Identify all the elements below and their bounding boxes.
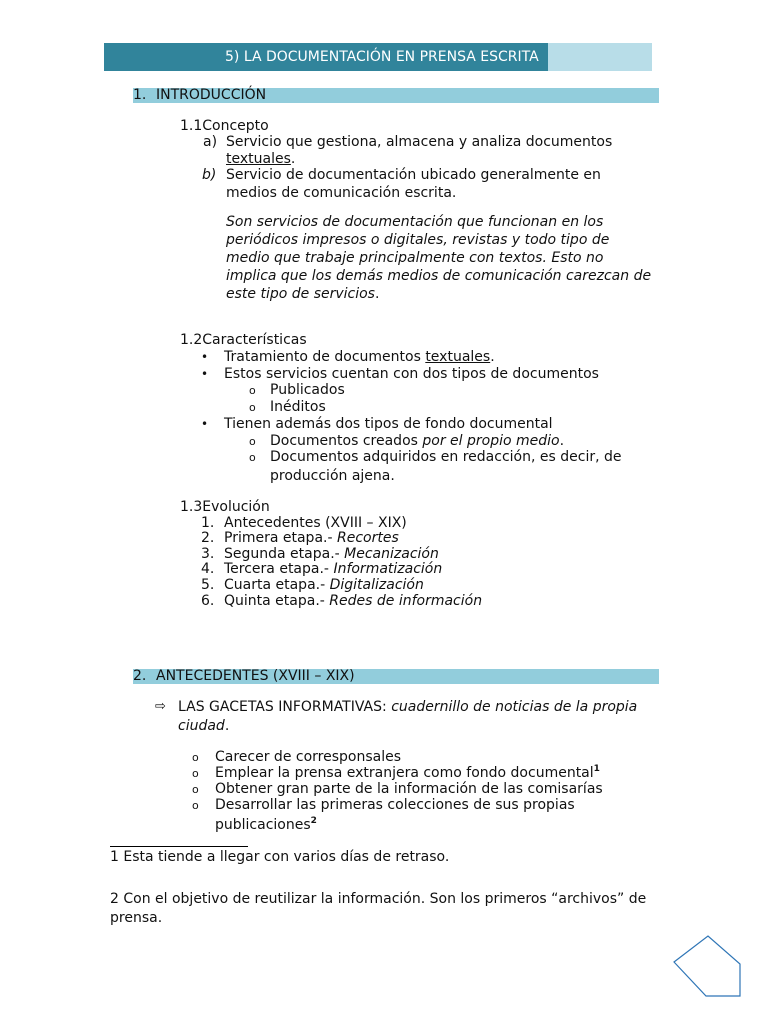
arrow-right-icon: ⇨ — [155, 699, 166, 714]
list-marker-b: b) — [202, 167, 217, 183]
caracteristicas-subitem: Documentos adquiridos en redacción, es decir, de — [270, 449, 622, 465]
antecedentes-item: Emplear la prensa extranjera como fondo documental$^1$ — [215, 764, 600, 781]
gacetas-line1: LAS GACETAS INFORMATIVAS: cuadernillo de noticias de la propia — [178, 699, 638, 715]
ring-bullet-icon: o — [192, 751, 199, 764]
concepto-b-line1: Servicio de documentación ubicado generalmente en — [226, 167, 601, 183]
evolucion-num: 2. — [201, 530, 215, 546]
ring-bullet-icon: o — [192, 799, 199, 812]
section-2-title: ANTECEDENTES (XVIII – XIX) — [156, 668, 355, 684]
title-bar-accent — [104, 43, 548, 71]
caracteristicas-item-1: Tratamiento de documentos textuales. — [224, 349, 495, 365]
caracteristicas-subitem: Documentos creados por el propio medio. — [270, 433, 565, 449]
caracteristicas-subitem: Publicados — [270, 382, 345, 398]
evolucion-item: Tercera etapa.- Informatización — [224, 561, 443, 577]
caracteristicas-subitem-cont: producción ajena. — [270, 468, 395, 484]
antecedentes-item-cont: publicaciones$^2$ — [215, 816, 317, 833]
footnote-separator — [110, 846, 248, 847]
section-1-number: 1. — [133, 87, 147, 103]
concepto-b-line2: medios de comunicación escrita. — [226, 185, 457, 201]
section-1-heading — [133, 88, 659, 103]
caracteristicas-subitem: Inéditos — [270, 399, 326, 415]
footnote-ref: 1 — [593, 764, 600, 774]
ring-bullet-icon: o — [192, 767, 199, 780]
concepto-para-line: Son servicios de documentación que funcionan en los — [226, 214, 604, 230]
concepto-label: 1.1Concepto — [180, 118, 269, 134]
ring-bullet-icon: o — [249, 451, 256, 464]
ring-bullet-icon: o — [249, 401, 256, 414]
bullet-icon: • — [201, 417, 209, 431]
concepto-a-line2: textuales. — [226, 151, 296, 167]
gacetas-line2: ciudad. — [178, 718, 230, 734]
concepto-para-line: implica que los demás medios de comunicación carezcan de — [226, 268, 652, 284]
concepto-para-line: medio que trabaje principalmente con textos. Esto no — [226, 250, 604, 266]
evolucion-num: 6. — [201, 593, 215, 609]
caracteristicas-item-2: Estos servicios cuentan con dos tipos de documentos — [224, 366, 599, 382]
title-bar — [104, 43, 652, 71]
section-2-heading — [133, 669, 659, 684]
section-2-number: 2. — [133, 668, 147, 684]
ring-bullet-icon: o — [192, 783, 199, 796]
caracteristicas-label: 1.2Características — [180, 332, 307, 348]
concepto-a-line1: Servicio que gestiona, almacena y analiza documentos — [226, 134, 613, 150]
evolucion-num: 1. — [201, 515, 215, 531]
evolucion-item: Primera etapa.- Recortes — [224, 530, 399, 546]
footnote-ref: 2 — [310, 816, 317, 826]
concepto-para-line: este tipo de servicios. — [226, 286, 380, 302]
ring-bullet-icon: o — [249, 435, 256, 448]
concepto-para-line: periódicos impresos o digitales, revistas y todo tipo de — [226, 232, 610, 248]
antecedentes-item: Carecer de corresponsales — [215, 749, 402, 765]
antecedentes-item: Obtener gran parte de la información de las comisarías — [215, 781, 603, 797]
bullet-icon: • — [201, 350, 209, 364]
bullet-icon: • — [201, 367, 209, 381]
ring-bullet-icon: o — [249, 384, 256, 397]
page-corner-decoration — [670, 932, 760, 1002]
footnote-1: 1 Esta tiende a llegar con varios días de retraso. — [110, 849, 450, 865]
evolucion-label: 1.3Evolución — [180, 499, 270, 515]
evolucion-num: 5. — [201, 577, 215, 593]
evolucion-item: Antecedentes (XVIII – XIX) — [224, 515, 407, 531]
evolucion-num: 3. — [201, 546, 215, 562]
caracteristicas-item-3: Tienen además dos tipos de fondo documental — [224, 416, 553, 432]
evolucion-item: Segunda etapa.- Mecanización — [224, 546, 439, 562]
evolucion-num: 4. — [201, 561, 215, 577]
section-1-title: INTRODUCCIÓN — [156, 87, 267, 103]
page-title: 5) LA DOCUMENTACIÓN EN PRENSA ESCRITA — [225, 49, 539, 65]
list-marker-a: a) — [203, 134, 218, 150]
footnote-2-line1: 2 Con el objetivo de reutilizar la información. Son los primeros “archivos” de — [110, 891, 647, 907]
evolucion-item: Quinta etapa.- Redes de información — [224, 593, 483, 609]
footnote-2-line2: prensa. — [110, 910, 163, 926]
evolucion-item: Cuarta etapa.- Digitalización — [224, 577, 424, 593]
antecedentes-item: Desarrollar las primeras colecciones de sus propias — [215, 797, 575, 813]
